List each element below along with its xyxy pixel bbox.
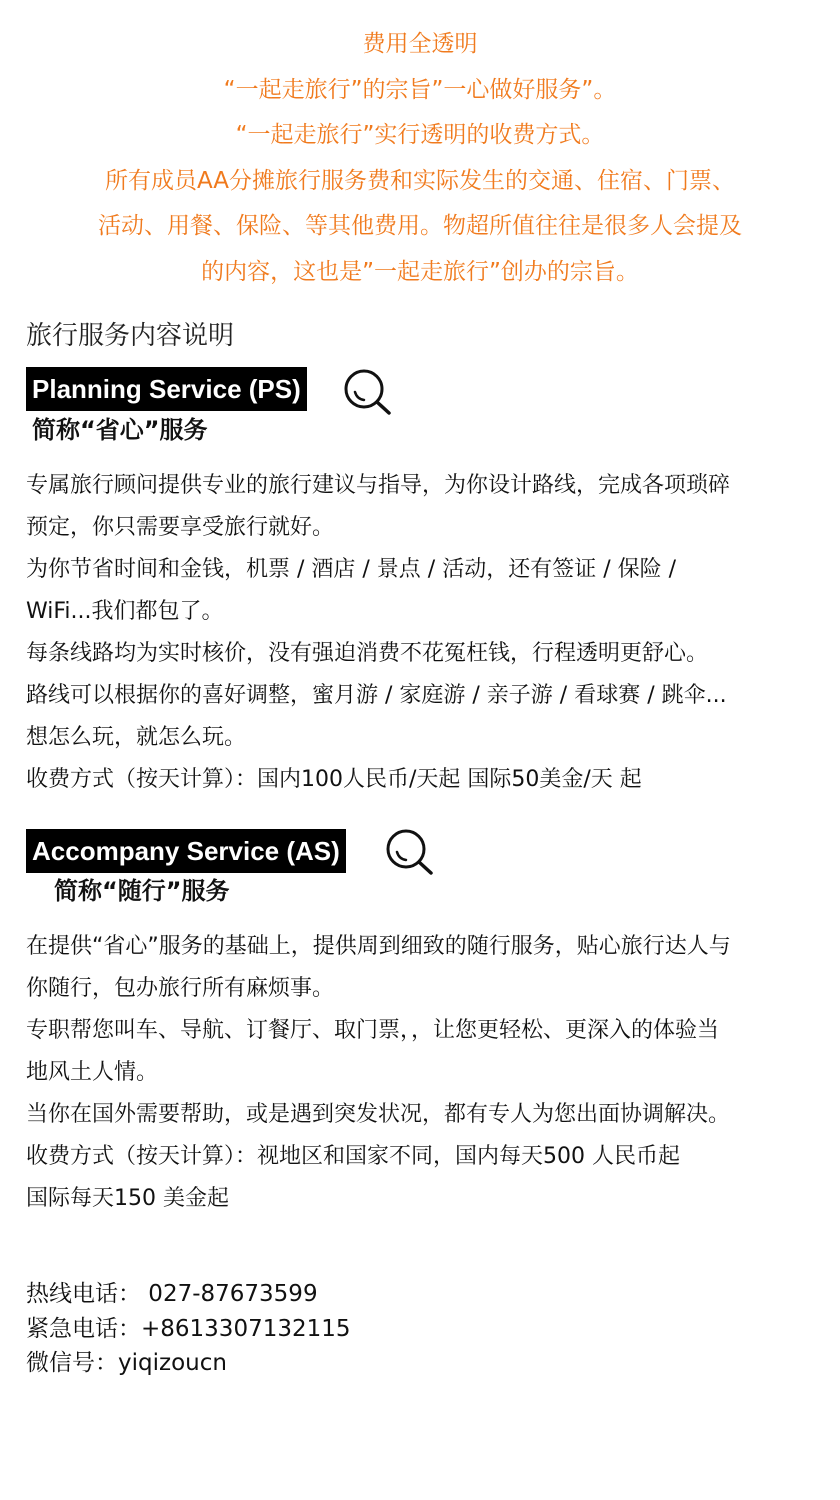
hotline-phone[interactable]: 热线电话： 027-87673599 xyxy=(26,1281,318,1307)
intro-line: “一起走旅行”实行透明的收费方式。 xyxy=(235,122,605,148)
planning-service-header: Planning Service (PS) xyxy=(26,367,307,411)
planning-service-description xyxy=(26,465,826,801)
description-line: 路线可以根据你的喜好调整，蜜月游 / 家庭游 / 亲子游 / 看球赛 / 跳伞... xyxy=(26,683,727,708)
accompany-service-header: Accompany Service (AS) xyxy=(26,829,346,873)
accompany-service-description xyxy=(26,926,826,1220)
description-line: 专属旅行顾问提供专业的旅行建议与指导，为你设计路线，完成各项琐碎 xyxy=(26,473,731,498)
intro-line: 的内容，这也是”一起走旅行”创办的宗旨。 xyxy=(201,258,639,285)
search-icon[interactable] xyxy=(340,366,394,416)
description-line: 想怎么玩，就怎么玩。 xyxy=(26,725,247,750)
description-line: 为你节省时间和金钱，机票 / 酒店 / 景点 / 活动，还有签证 / 保险 / xyxy=(26,557,677,582)
wechat-id: 微信号：yiqizoucn xyxy=(26,1350,227,1376)
intro-line: 活动、用餐、保险、等其他费用。物超所值往往是很多人会提及 xyxy=(98,213,742,239)
description-line: 当你在国外需要帮助，或是遇到突发状况，都有专人为您出面协调解决。 xyxy=(26,1102,731,1127)
description-line: 地风土人情。 xyxy=(26,1060,159,1085)
emergency-phone[interactable]: 紧急电话：+8613307132115 xyxy=(26,1315,351,1342)
intro-line: 费用全透明 xyxy=(362,31,478,57)
pricing-line: 国际每天150 美金起 xyxy=(26,1186,229,1211)
intro-block xyxy=(0,22,840,295)
intro-line: 所有成员AA分摊旅行服务费和实际发生的交通、住宿、门票、 xyxy=(104,167,736,194)
planning-service-subtitle: 简称“省心”服务 xyxy=(32,416,208,444)
intro-line: “一起走旅行”的宗旨”一心做好服务”。 xyxy=(223,76,617,103)
description-line: 专职帮您叫车、导航、订餐厅、取门票，，让您更轻松、更深入的体验当 xyxy=(26,1018,720,1043)
description-line: 你随行，包办旅行所有麻烦事。 xyxy=(26,976,335,1001)
search-icon[interactable] xyxy=(382,826,436,876)
pricing-line: 收费方式（按天计算）：视地区和国家不同，国内每天500 人民币起 xyxy=(26,1144,680,1169)
description-line: 在提供“省心”服务的基础上，提供周到细致的随行服务，贴心旅行达人与 xyxy=(26,934,731,959)
pricing-line: 收费方式（按天计算）：国内100人民币/天起 国际50美金/天 起 xyxy=(26,767,642,792)
accompany-service-subtitle: 简称“随行”服务 xyxy=(54,877,230,905)
section-title: 旅行服务内容说明 xyxy=(26,321,235,351)
description-line: 预定，你只需要享受旅行就好。 xyxy=(26,515,335,540)
contact-block xyxy=(26,1277,351,1381)
description-line: 每条线路均为实时核价，没有强迫消费不花冤枉钱，行程透明更舒心。 xyxy=(26,641,709,666)
description-line: WiFi...我们都包了。 xyxy=(26,599,224,624)
